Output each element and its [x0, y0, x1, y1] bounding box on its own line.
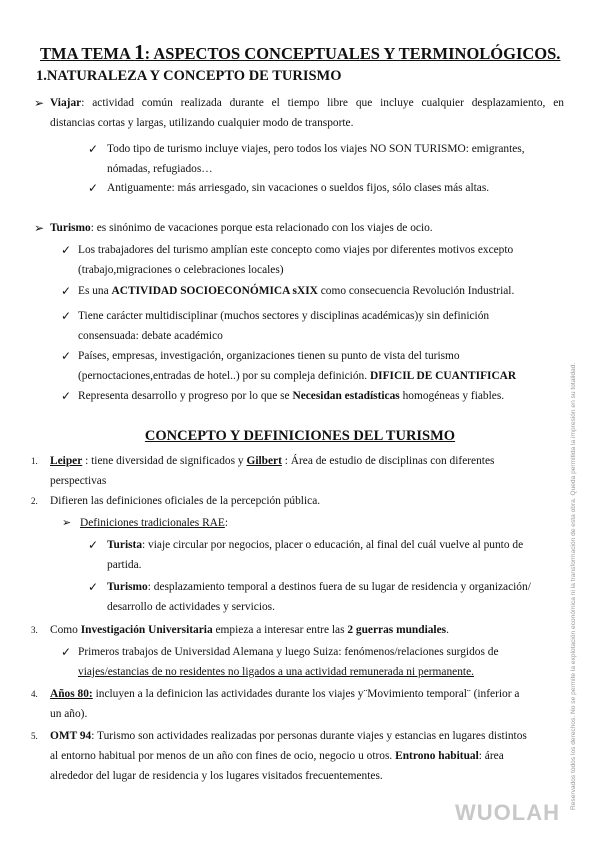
section-heading-concepto: CONCEPTO Y DEFINICIONES DEL TURISMO	[144, 428, 456, 444]
viajar-point-1: Todo tipo de turismo incluye viajes, pero todos los viajes NO SON TURISMO: emigrantes, nómadas, refugiados…	[107, 143, 525, 175]
check-icon: ✓	[61, 349, 72, 363]
wuolah-watermark: WUOLAH	[455, 800, 560, 825]
list-number: 2.	[31, 496, 38, 506]
arrow-right-icon: ➢	[34, 221, 45, 235]
viajar-point-2: Antiguamente: más arriesgado, sin vacaciones o sueldos fijos, sólo clases más altas.	[107, 182, 490, 194]
rae-turismo: Turismo: desplazamiento temporal a destinos fuera de su lugar de residencia y organización/ desarrollo de actividades y servicios.	[107, 581, 531, 613]
turismo-point-5: Representa desarrollo y progreso por lo que se Necesidan estadísticas homogéneas y fiables.	[78, 390, 505, 402]
list-item-3-point: Primeros trabajos de Universidad Alemana y luego Suiza: fenómenos/relaciones surgidos de viajes/estancias de no residentes no ligados a una actividad remunerada ni permanente.	[78, 646, 499, 678]
arrow-right-icon: ➢	[34, 96, 45, 110]
section-heading-naturaleza: 1.NATURALEZA Y CONCEPTO DE TURISMO	[36, 68, 342, 84]
check-icon: ✓	[61, 389, 72, 403]
turismo-definition: Turismo: es sinónimo de vacaciones porque esta relacionado con los viajes de ocio.	[50, 222, 433, 234]
check-icon: ✓	[88, 181, 99, 195]
viajar-definition: Viajar: actividad común realizada durante el tiempo libre que incluye cualquier desplazamiento, en distancias cortas y largas, utilizando cualquier modo de transporte.	[50, 97, 564, 129]
list-item-5: OMT 94: Turismo son actividades realizadas por personas durante viajes y estancias en lugares distintos al entorno habitual por menos de un año con fines de ocio, negocio u otros. Entrono habitual: área alrededor del lugar de residencia y los lugares visitados frecuentementes.	[50, 730, 527, 782]
list-item-1: Leiper : tiene diversidad de significados y Gilbert : Área de estudio de disciplinas con diferentes perspectivas	[50, 455, 495, 487]
list-number: 3.	[31, 625, 38, 635]
list-number: 4.	[31, 689, 38, 699]
copyright-sidebar: Reservados todos los derechos. No se permite la explotación económica ni la transformación de esta obra. Queda permitida la impresión en su totalidad.	[570, 362, 577, 810]
turismo-point-1: Los trabajadores del turismo amplían este concepto como viajes por diferentes motivos excepto (trabajo,migraciones o celebraciones locales)	[78, 244, 514, 276]
check-icon: ✓	[61, 284, 72, 298]
list-item-2: Difieren las definiciones oficiales de la percepción pública.	[50, 495, 321, 507]
turismo-point-3: Tiene carácter multidisciplinar (muchos sectores y disciplinas académicas)y sin definición consensuada: debate académico	[78, 310, 490, 342]
check-icon: ✓	[88, 538, 99, 552]
list-number: 5.	[31, 731, 38, 741]
list-item-4: Años 80: incluyen a la definicion las actividades durante los viajes y¨Movimiento temporal¨ (inferior a un año).	[50, 688, 520, 720]
document-title: TMA TEMA 1: ASPECTOS CONCEPTUALES Y TERMINOLÓGICOS.	[40, 40, 561, 64]
turismo-point-2: Es una ACTIVIDAD SOCIOECONÓMICA sXIX como consecuencia Revolución Industrial.	[78, 285, 515, 297]
list-number: 1.	[31, 456, 38, 466]
rae-definitions-heading: Definiciones tradicionales RAE:	[80, 517, 229, 529]
list-item-3: Como Investigación Universitaria empieza a interesar entre las 2 guerras mundiales.	[50, 624, 449, 636]
check-icon: ✓	[88, 142, 99, 156]
turismo-point-4: Países, empresas, investigación, organizaciones tienen su punto de vista del turismo (pernoctaciones,entradas de hotel..) por su compleja definición. DIFICIL DE CUANTIFICAR	[78, 350, 517, 382]
arrow-right-icon: ➢	[62, 517, 72, 529]
check-icon: ✓	[88, 580, 99, 594]
rae-turista: Turista: viaje circular por negocios, placer o educación, al final del cuál vuelve al punto de partida.	[107, 539, 524, 571]
check-icon: ✓	[61, 309, 72, 323]
check-icon: ✓	[61, 645, 72, 659]
check-icon: ✓	[61, 243, 72, 257]
